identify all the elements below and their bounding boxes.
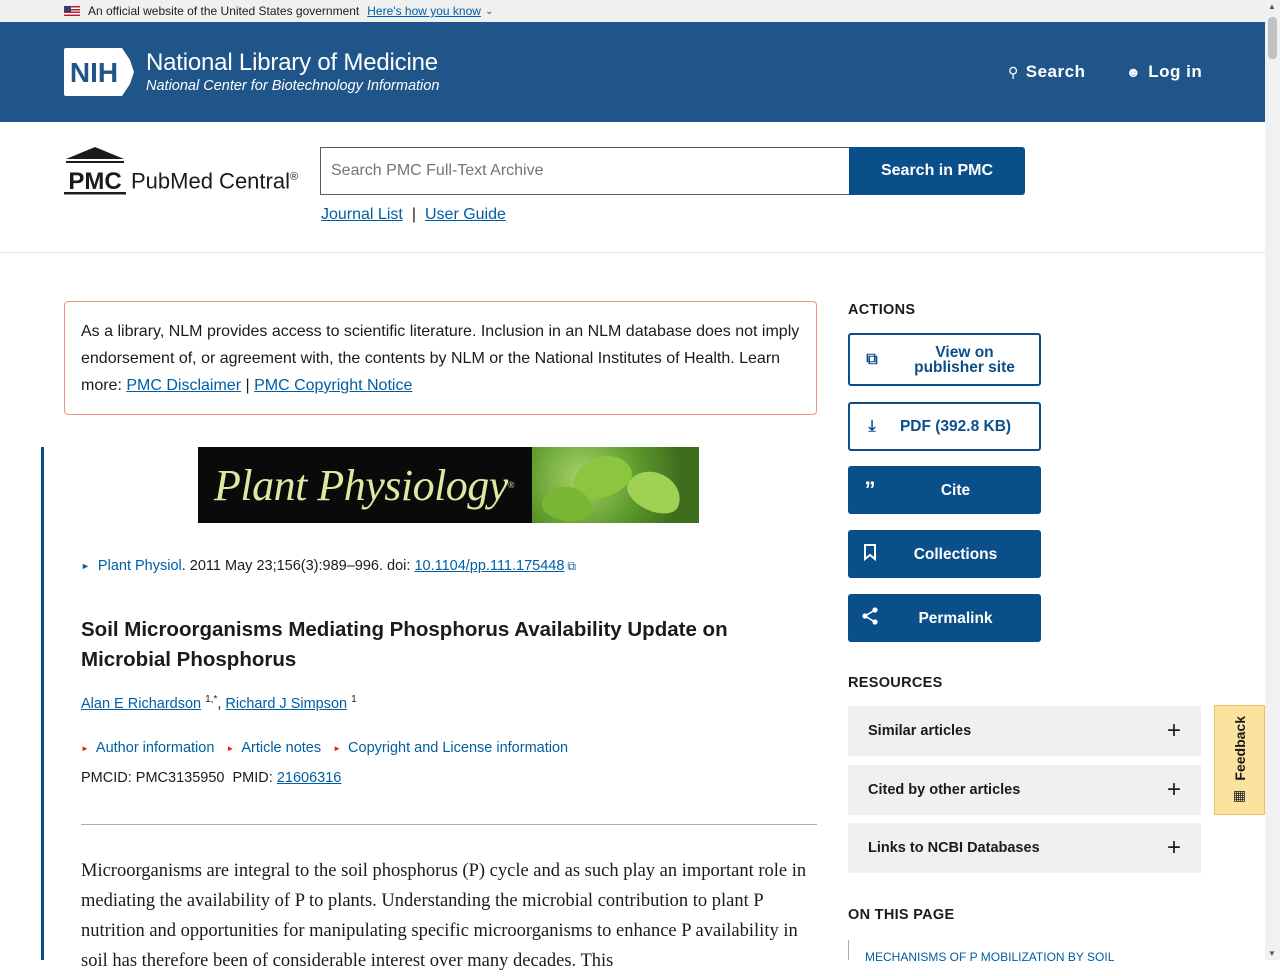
pmid-label: PMID: [232,770,273,786]
search-in-pmc-button[interactable]: Search in PMC [849,147,1025,195]
article-title: Soil Microorganisms Mediating Phosphorus Availability Update on Microbial Phosphorus [81,618,728,671]
author-information-toggle[interactable]: ► Author information [81,740,215,756]
pmc-copyright-link[interactable]: PMC Copyright Notice [254,377,413,394]
ncbi-subtitle: National Center for Biotechnology Information [146,78,440,94]
search-icon: ⚲ [1008,63,1019,80]
journal-list-link[interactable]: Journal List [321,206,403,223]
article-meta-links [81,740,580,756]
pmid-link[interactable]: 21606316 [276,770,342,786]
divider [81,824,817,825]
cited-by-toggle[interactable]: Cited by other articles + [848,765,1201,815]
feedback-tab[interactable] [1214,705,1265,815]
nlm-logo[interactable] [64,48,439,96]
nih-header [0,22,1265,122]
nlm-title: National Library of Medicine [146,49,438,76]
pmc-mark-text: PMC [68,168,122,195]
pdf-download-button[interactable]: ⤓ PDF (392.8 KB) [848,402,1041,451]
copyright-license-toggle[interactable]: ► Copyright and License information [333,740,569,756]
external-link-icon: ⧉ [866,350,878,368]
similar-articles-toggle[interactable]: Similar articles + [848,706,1201,756]
expand-triangle-icon[interactable]: ► [81,561,90,571]
view-publisher-button[interactable]: ⧉ View on publisher site [848,333,1041,386]
user-icon: ☻ [1126,64,1142,80]
scroll-down-arrow-icon[interactable]: ▼ [1268,949,1276,958]
article-ids [81,770,341,786]
doi-link[interactable]: 10.1104/pp.111.175448 [414,558,565,574]
expand-triangle-icon: ► [81,743,89,753]
pmc-wordmark: PubMed Central® [131,168,299,193]
feedback-icon: ▦ [1232,786,1247,803]
header-search-label: Search [1025,62,1086,81]
author-affiliation: 1 [351,694,357,705]
login-button[interactable] [1126,62,1202,82]
download-icon: ⤓ [868,417,876,435]
pmc-nav-links [321,206,506,224]
nih-badge-text: NIH [69,57,119,88]
pmc-building-icon [64,147,127,195]
chevron-down-icon[interactable]: ⌄ [484,5,494,17]
abstract-text: Microorganisms are integral to the soil phosphorus (P) cycle and as such play an important role in mediating the availability of P to plants. Understanding the microbial contribution to plant P nutrition and opportunities for manipulating specific microorganisms to enhance P availability in soil has therefore been of considerable interest over many decades. This [81,861,807,971]
leaf-image [532,447,699,523]
external-link-icon: ⧉ [567,558,576,573]
nlm-disclaimer [64,301,817,415]
disclaimer-separator: | [241,377,255,394]
nav-separator: | [411,206,416,223]
citation-line [81,558,576,574]
plus-icon: + [1166,776,1181,803]
plus-icon: + [1166,717,1181,744]
ncbi-links-toggle[interactable]: Links to NCBI Databases + [848,823,1201,873]
header-search-button[interactable] [1008,62,1085,82]
article-notes-toggle[interactable]: ► Article notes [226,740,322,756]
permalink-button[interactable]: Permalink [848,594,1041,642]
pmc-disclaimer-link[interactable]: PMC Disclaimer [126,377,242,394]
pmcid: PMCID: PMC3135950 [81,770,225,786]
author-separator: , [217,695,226,712]
resources-heading: RESOURCES [848,675,943,691]
citation-details: . 2011 May 23;156(3):989–996. doi: [181,558,411,574]
gov-banner-text: An official website of the United States government [88,4,360,18]
actions-heading: ACTIONS [848,302,916,318]
us-flag-icon [64,6,80,16]
journal-banner[interactable] [198,447,699,523]
journal-name-link[interactable]: Plant Physiol [97,558,182,574]
author-list [81,694,357,712]
scroll-up-arrow-icon[interactable]: ▲ [1268,2,1276,11]
on-this-page-link[interactable]: MECHANISMS OF P MOBILIZATION BY SOIL [848,940,1148,960]
heres-how-you-know-link[interactable]: Here's how you know [367,4,481,18]
author-link[interactable]: Alan E Richardson [81,695,202,712]
expand-triangle-icon: ► [226,743,235,753]
quote-icon: ” [864,477,876,502]
disclaimer-text: As a library, NLM provides access to scientific literature. Inclusion in an NLM database does not imply endorsement of, or agreement with, the contents by NLM or the National Institutes of Health. Learn more: [81,323,800,394]
nih-badge-icon [64,48,138,96]
pmc-search-input[interactable] [320,147,850,195]
cite-button[interactable]: ” Cite [848,466,1041,514]
user-guide-link[interactable]: User Guide [424,206,506,223]
author-affiliation: 1,* [205,694,218,705]
pmc-logo[interactable] [64,147,298,195]
plus-icon: + [1166,834,1181,861]
share-icon [848,607,888,630]
article-left-rule [41,447,44,960]
gov-banner [0,0,1265,22]
login-label: Log in [1148,62,1203,81]
collections-button[interactable]: Collections [848,530,1041,578]
pmc-search-bar [0,122,1265,253]
expand-triangle-icon: ► [333,743,342,753]
journal-banner-text: Plant Physiology ® [198,447,532,523]
author-link[interactable]: Richard J Simpson [225,695,348,712]
scrollbar-thumb[interactable] [1268,17,1277,59]
on-this-page-heading: ON THIS PAGE [848,907,955,923]
bookmark-icon [848,544,888,565]
page-scrollbar[interactable] [1265,0,1280,960]
feedback-label: Feedback [1231,716,1248,781]
